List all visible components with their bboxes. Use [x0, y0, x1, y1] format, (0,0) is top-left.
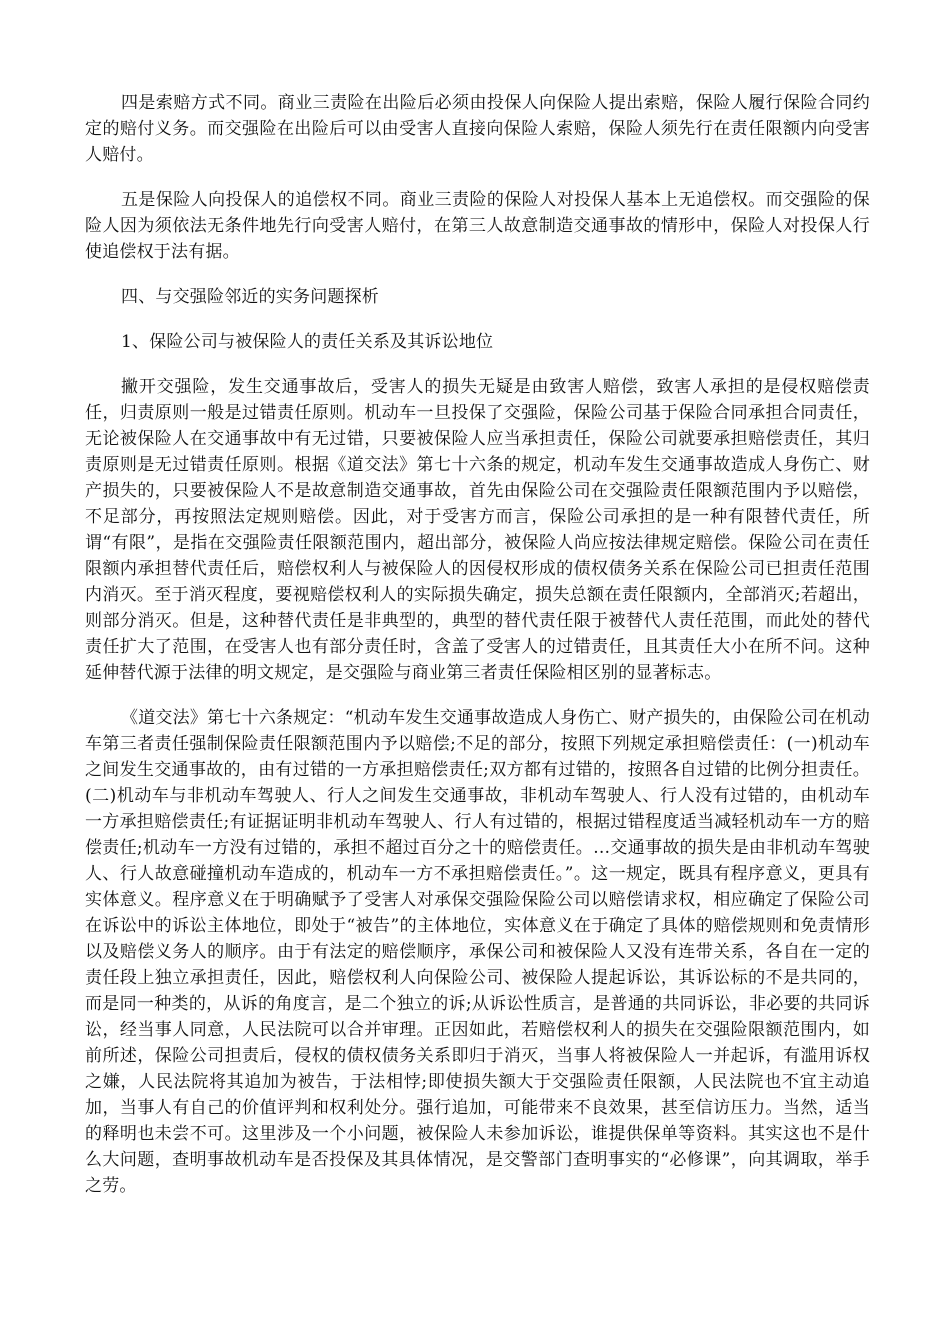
paragraph-claim-method: 四是索赔方式不同。商业三责险在出险后必须由投保人向保险人提出索赔，保险人履行保险合同约定的赔付义务。而交强险在出险后可以由受害人直接向保险人索赔，保险人须先行在责任限额内向受害人赔付。	[85, 93, 870, 165]
paragraph-recourse-right: 五是保险人向投保人的追偿权不同。商业三责险的保险人对投保人基本上无追偿权。而交强险的保险人因为须依法无条件地先行向受害人赔付，在第三人故意制造交通事故的情形中，保险人对投保人行使追偿权于法有据。	[85, 190, 870, 262]
section-heading: 四、与交强险邻近的实务问题探析	[121, 287, 379, 307]
document-page	[85, 90, 870, 1218]
paragraph-liability-relation: 撇开交强险，发生交通事故后，受害人的损失无疑是由致害人赔偿，致害人承担的是侵权赔偿责任，归责原则一般是过错责任原则。机动车一旦投保了交强险，保险公司基于保险合同承担合同责任，无论被保险人在交通事故中有无过错，只要被保险人应当承担责任，保险公司就要承担赔偿责任，其归责原则是无过错责任原则。根据《道交法》第七十六条的规定，机动车发生交通事故造成人身伤亡、财产损失的，只要被保险人不是故意制造交通事故，首先由保险公司在交强险责任限额范围内予以赔偿，不足部分，再按照法定规则赔偿。因此，对于受害方而言，保险公司承担的是一种有限替代责任，所谓“有限”，是指在交强险责任限额范围内，超出部分，被保险人尚应按法律规定赔偿。保险公司在责任限额内承担替代责任后，赔偿权利人与被保险人的因侵权形成的债权债务关系在保险公司已担责任范围内消灭。至于消灭程度，要视赔偿权利人的实际损失确定，损失总额在责任限额内，全部消灭;若超出，则部分消灭。但是，这种替代责任是非典型的，典型的替代责任限于被替代人责任范围，而此处的替代责任扩大了范围，在受害人也有部分责任时，含盖了受害人的过错责任，且其责任大小在所不问。这种延伸替代源于法律的明文规定，是交强险与商业第三者责任保险相区别的显著标志。	[85, 377, 870, 683]
subsection-heading: 1、保险公司与被保险人的责任关系及其诉讼地位	[121, 332, 494, 352]
paragraph-article-76: 《道交法》第七十六条规定：“机动车发生交通事故造成人身伤亡、财产损失的，由保险公司在机动车第三者责任强制保险责任限额范围内予以赔偿;不足的部分，按照下列规定承担赔偿责任：(一)机动车之间发生交通事故的，由有过错的一方承担赔偿责任;双方都有过错的，按照各自过错的比例分担责任。(二)机动车与非机动车驾驶人、行人之间发生交通事故，非机动车驾驶人、行人没有过错的，由机动车一方承担赔偿责任;有证据证明非机动车驾驶人、行人有过错的，根据过错程度适当减轻机动车一方的赔偿责任;机动车一方没有过错的，承担不超过百分之十的赔偿责任。…交通事故的损失是由非机动车驾驶人、行人故意碰撞机动车造成的，机动车一方不承担赔偿责任。”。这一规定，既具有程序意义，更具有实体意义。程序意义在于明确赋予了受害人对承保交强险保险公司以赔偿请求权，相应确定了保险公司在诉讼中的诉讼主体地位，即处于“被告”的主体地位，实体意义在于确定了具体的赔偿规则和免责情形以及赔偿义务人的顺序。由于有法定的赔偿顺序，承保公司和被保险人又没有连带关系，各自在一定的责任段上独立承担责任，因此，赔偿权利人向保险公司、被保险人提起诉讼，其诉讼标的不是共同的，而是同一种类的，从诉的角度言，是二个独立的诉;从诉讼性质言，是普通的共同诉讼，非必要的共同诉讼，经当事人同意，人民法院可以合并审理。正因如此，若赔偿权利人的损失在交强险限额范围内，如前所述，保险公司担责后，侵权的债权债务关系即归于消灭，当事人将被保险人一并起诉，有滥用诉权之嫌，人民法院将其追加为被告，于法相悖;即使损失额大于交强险责任限额，人民法院也不宜主动追加，当事人有自己的价值评判和权利处分。强行追加，可能带来不良效果，甚至信访压力。当然，适当的释明也未尝不可。这里涉及一个小问题，被保险人未参加诉讼，谁提供保单等资料。其实这也不是什么大问题，查明事故机动车是否投保及其具体情况，是交警部门查明事实的“必修课”，向其调取，举手之劳。	[85, 708, 870, 1196]
